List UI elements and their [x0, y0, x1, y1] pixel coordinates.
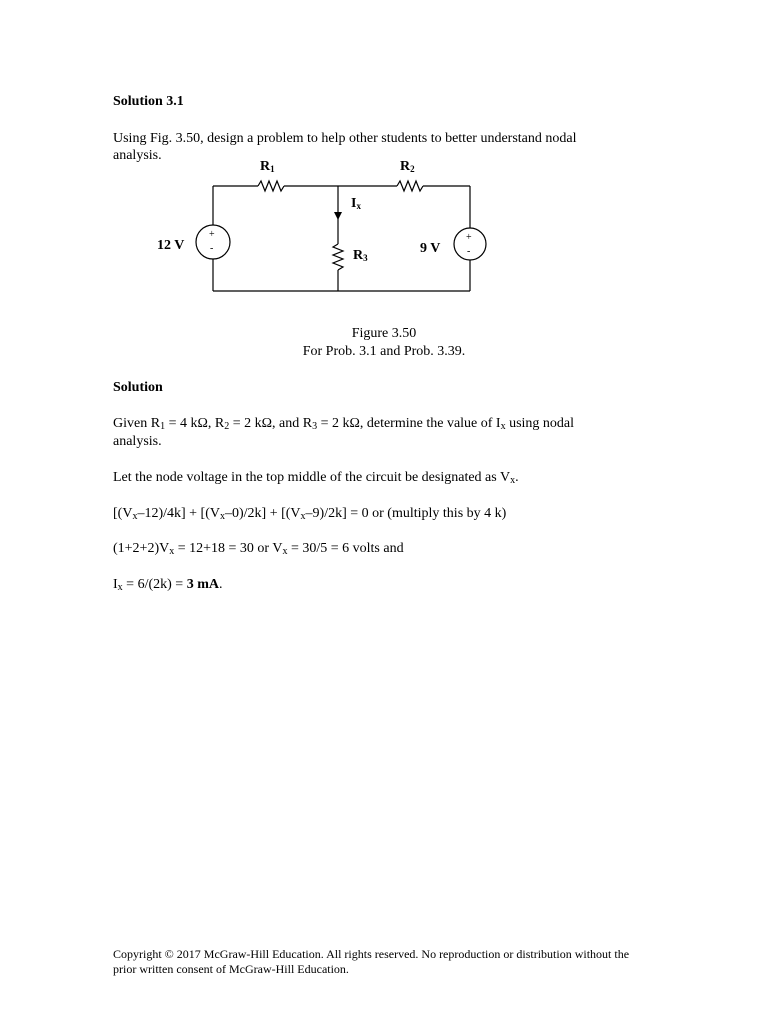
resistor-r1 — [258, 181, 284, 191]
equation-2: $(1+2+2)V_x = 12+18 = 30$ or $V_x = 30/5 = 6$ volts and — [113, 541, 404, 557]
intro-line-2: analysis. — [113, 148, 162, 163]
source-right-label: 9 V — [420, 241, 441, 256]
source-left-plus: + — [209, 229, 215, 240]
resistor-r3 — [333, 244, 343, 270]
given-line-1: Given $R_1 = 4$ kΩ, $R_2 = 2$ kΩ, and $R_3 = 2$ kΩ, determine the value of $I_x$ using nodal — [113, 416, 575, 432]
equation-1: $[(V_x-12)/4k] + [(V_x-0)/2k] + [(V_x-9)/2k] = 0$ or (multiply this by 4 k) — [113, 506, 507, 522]
source-left-minus: - — [210, 243, 214, 254]
source-right-minus: - — [467, 246, 471, 257]
node-voltage-line: Let the node voltage in the top middle of the circuit be designated as $V_x$. — [113, 470, 519, 486]
source-right-plus: + — [466, 232, 472, 243]
equation-3-result: $I_x = 6/(2k) = 3$ mA. — [113, 577, 223, 593]
given-line-2: analysis. — [113, 434, 162, 449]
copyright-line-1: Copyright © 2017 McGraw-Hill Education. All rights reserved. No reproduction or distribution without the — [113, 947, 630, 961]
ix-label: Ix — [351, 196, 361, 211]
circuit-diagram — [0, 0, 768, 330]
r1-label: R1 — [260, 159, 275, 174]
solution-subheading: Solution — [113, 380, 163, 395]
intro-line-1: Using Fig. 3.50, design a problem to help other students to better understand nodal — [113, 131, 577, 146]
solution-heading: Solution 3.1 — [113, 94, 184, 109]
figure-caption-title: Figure 3.50 — [351, 326, 417, 341]
source-left-label: 12 V — [157, 238, 185, 253]
r3-label: R3 — [353, 248, 368, 263]
figure-caption-subtitle: For Prob. 3.1 and Prob. 3.39. — [302, 344, 466, 359]
final-answer: 3 mA — [186, 577, 219, 592]
resistor-r2 — [397, 181, 423, 191]
current-arrow-icon — [334, 212, 342, 220]
r2-label: R2 — [400, 159, 415, 174]
copyright-line-2: prior written consent of McGraw-Hill Education. — [113, 962, 349, 976]
